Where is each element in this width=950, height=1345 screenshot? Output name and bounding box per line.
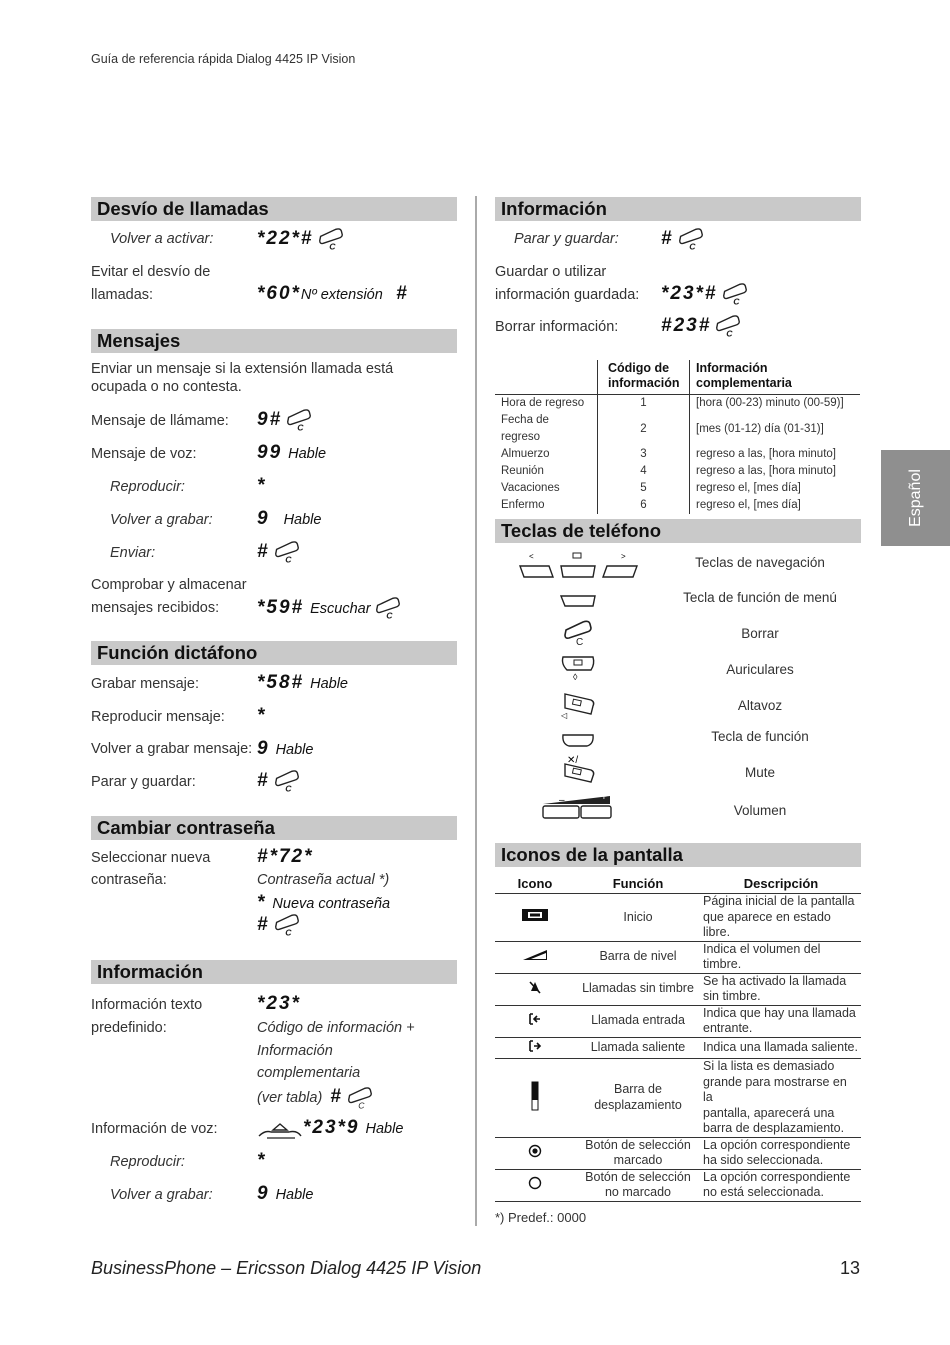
icon-function [575,894,701,942]
clear-key-icon [515,620,640,648]
info-voice-seq-text: *23*9 [303,1117,360,1139]
table-header-empty [495,360,598,395]
section-title-info-left: Información [91,960,457,984]
icon-description-line: Página inicial de la pantalla [703,894,855,908]
info-code-table [495,360,860,514]
reactivate-label: Volver a activar: [110,231,214,247]
table-row [495,973,861,1005]
icon-description-line: no está seleccionada. [703,1185,824,1199]
speaker-key-icon [515,690,640,720]
icons-header-description: Descripción [701,874,861,894]
icon-function-line: Botón de selección [585,1169,691,1184]
key-label-navigation: Teclas de navegación [695,555,825,570]
info-voice-label: Información de voz: [91,1121,218,1137]
key-label-speaker: Altavoz [737,698,783,713]
icon-function [575,1169,701,1201]
info-stop-sequence [661,227,704,251]
key-label-clear: Borrar [741,626,779,641]
icon-description [701,1059,861,1138]
pwd-label-1: Seleccionar nueva [91,850,211,866]
menu-key-icon [515,592,640,612]
info-stop-label: Parar y guardar: [514,231,619,247]
outgoing-call-icon [495,1037,575,1059]
avoid-seq-text: *60* [257,283,301,304]
table-row [495,480,860,497]
clear-key-icon [286,408,312,432]
icon-function-line: Barra de nivel [599,949,677,964]
table-row [495,1059,861,1138]
icon-function [575,1037,701,1059]
msg-send-seq-text: # [257,541,270,563]
clear-key-icon [347,1086,373,1110]
key-label-menu: Tecla de función de menú [683,590,837,605]
avoid-label-1: Evitar el desvío de [91,264,211,280]
icon-description-line: entrante. [703,1021,753,1035]
silent-bell-icon [495,973,575,1005]
check-seq-text: *59# [257,597,305,619]
icons-header-function: Función [575,874,701,894]
svg-text:◊: ◊ [573,672,578,682]
icon-function-line: Llamada entrada [591,1013,685,1028]
icon-description-line: barra de desplazamiento. [703,1121,845,1135]
icon-description [701,1169,861,1201]
icon-function [575,941,701,973]
info-rerec-label: Volver a grabar: [110,1187,213,1203]
table-row [495,463,860,480]
row-label: Fecha de regreso [501,414,549,443]
row-code: 1 [598,395,690,413]
svg-text:◁: ◁ [561,711,568,720]
avoid-label-2: llamadas: [91,287,154,303]
icon-description [701,894,861,942]
icon-description-line: Indica que hay una llamada [703,1005,856,1020]
row-code: 5 [598,480,690,497]
icon-description [701,1005,861,1037]
clear-key-icon [274,913,300,937]
pwd-line3-word: Nueva contraseña [272,896,391,912]
pwd-sequence: #*72* [257,846,314,867]
avoid-sequence [257,282,409,307]
svg-text:+: + [601,792,607,803]
icon-function [575,1137,701,1169]
row-label: Reunión [501,465,544,477]
row-code: 6 [598,497,690,514]
svg-text:<: < [529,552,534,561]
table-row [495,1005,861,1037]
mensajes-intro-1: Enviar un mensaje si la extensión llamada está [91,361,394,377]
table-header-info [690,360,861,395]
pwd-line-2: Contraseña actual *) [257,872,390,888]
icon-description [701,1037,861,1059]
dict-rerec-seq-text: 9 [257,738,270,759]
msg-play-label: Reproducir: [110,479,185,495]
msg-rerecord-seq-text: 9 [257,508,270,529]
dict-stop-label: Parar y guardar: [91,774,196,790]
dict-rec-word: Hable [310,676,348,692]
dict-rerec-label: Volver a grabar mensaje: [91,741,253,757]
icon-function-line: Llamadas sin timbre [582,981,694,996]
msg-rerecord-word: Hable [283,512,322,528]
check-label-1: Comprobar y almacenar [91,577,247,593]
info-stop-seq-text: # [661,228,674,250]
level-bar-icon [495,941,575,973]
radio-checked-icon [495,1137,575,1169]
dict-rec-sequence [257,671,348,696]
info-del-sequence [661,314,741,338]
icon-function-line: desplazamiento [594,1097,682,1112]
icon-function [575,1059,701,1138]
key-label-mute: Mute [744,765,775,780]
avoid-word: Nº extensión [300,287,383,303]
icon-description-line: sin timbre. [703,989,761,1003]
row-label: Hora de regreso [501,397,585,409]
reactivate-seq-text: *22*# [257,228,314,250]
info-rerec-sequence [257,1182,313,1207]
section-title-iconos: Iconos de la pantalla [495,843,861,867]
table-row [495,412,860,446]
row-code: 2 [598,412,690,446]
info-text-l5-word: (ver tabla) [257,1090,323,1106]
dict-play-label: Reproducir mensaje: [91,709,225,725]
icon-function [575,1005,701,1037]
info-text-l3: Información [257,1043,333,1059]
check-sequence [257,596,401,621]
info-del-seq-text: #23# [661,315,712,337]
column-divider [475,196,477,1226]
row-code: 3 [598,446,690,463]
volume-keys-icon [515,790,640,822]
footnote: *) Predef.: 0000 [495,1210,587,1225]
clear-key-icon [678,227,704,251]
info-use-label-1: Guardar o utilizar [495,264,607,280]
headset-key-icon [515,654,640,682]
callme-sequence [257,408,312,432]
dict-rec-seq-text: *58# [257,672,305,693]
info-play-seq: * [257,1150,267,1171]
radio-unchecked-icon [495,1169,575,1201]
clear-key-icon [274,540,300,564]
icon-function [575,973,701,1005]
pwd-line4-seq: # [257,914,270,936]
info-text-l2: Código de información + [257,1020,415,1036]
scrollbar-icon [495,1059,575,1138]
row-label: Vacaciones [501,482,560,494]
pwd-label-2: contraseña: [91,872,167,888]
table-row [495,1169,861,1201]
section-title-desvio: Desvío de llamadas [91,197,457,221]
svg-text:–: – [559,795,565,806]
mensajes-intro-2: ocupada o no contesta. [91,379,242,395]
voice-msg-word: Hable [288,446,327,462]
key-label-function: Tecla de función [711,729,809,744]
dict-play-seq: * [257,705,267,726]
row-label: Enfermo [501,499,545,511]
info-play-label: Reproducir: [110,1154,185,1170]
icon-function-line: marcado [613,1153,663,1167]
info-text-l4: complementaria [257,1065,361,1081]
dict-rerec-word: Hable [275,742,314,758]
home-screen-icon [495,894,575,942]
running-header: Guía de referencia rápida Dialog 4425 IP Vision [91,52,356,66]
icon-description-line: grande para mostrarse en la [703,1074,847,1104]
icon-description-line: Indica una llamada saliente. [703,1040,858,1054]
svg-text:>: > [621,552,626,561]
info-use-sequence [661,282,748,306]
row-label: Almuerzo [501,448,550,460]
page-number: 13 [840,1258,861,1278]
check-word: Escuchar [310,601,371,618]
dict-stop-seq-text: # [257,770,270,792]
row-info: [hora (00-23) minuto (00-59)] [690,395,861,413]
header-code-line-2: información [608,376,680,390]
info-use-label-2: información guardada: [495,287,640,303]
row-info: regreso a las, [hora minuto] [690,446,861,463]
table-row [495,941,861,973]
navigation-keys-icon [515,550,640,580]
clear-key-icon [375,596,401,620]
key-label-volume: Volumen [733,803,787,818]
row-info: regreso el, [mes día] [690,480,861,497]
header-code-line-1: Código de [608,361,670,375]
incoming-call-icon [495,1005,575,1037]
icon-function-line: Llamada saliente [590,1040,686,1054]
pwd-line-4 [257,913,300,937]
table-row [495,446,860,463]
clear-key-icon [274,769,300,793]
info-rerec-word: Hable [275,1187,314,1203]
row-info: regreso a las, [hora minuto] [690,463,861,480]
section-title-contrasena: Cambiar contraseña [91,816,457,840]
icon-function-line: Barra de [614,1082,662,1097]
info-text-label-1: Información texto [91,997,203,1013]
row-info: regreso el, [mes día] [690,497,861,514]
language-tab-label: Español [906,469,924,527]
section-title-info-right: Información [495,197,861,221]
key-label-headset: Auriculares [726,662,794,677]
info-del-label: Borrar información: [495,319,619,335]
function-key-icon [515,732,640,750]
footer-title: BusinessPhone – Ericsson Dialog 4425 IP Vision [91,1258,482,1278]
header-info-line-1: Información [696,361,768,375]
dict-rerec-sequence [257,737,313,762]
dict-stop-sequence [257,769,300,793]
info-use-seq-text: *23*# [661,283,718,305]
icon-description [701,1137,861,1169]
icon-function-line: no marcado [604,1185,671,1199]
clear-key-icon [722,282,748,306]
row-code: 4 [598,463,690,480]
msg-play-seq: * [257,475,267,496]
table-header-code [598,360,690,395]
table-row [495,497,860,514]
icon-description-line: que aparece en estado libre. [703,909,831,939]
icon-description [701,973,861,1005]
section-title-dictafono: Función dictáfono [91,641,457,665]
table-row [495,894,861,942]
row-info: [mes (01-12) día (01-31)] [690,412,861,446]
icon-description-line: La opción correspondiente [703,1137,851,1152]
icon-description-line: pantalla, aparecerá una [703,1105,835,1120]
svg-text:✕/: ✕/ [567,755,579,766]
icon-description-line: Si la lista es demasiado [703,1059,835,1073]
reactivate-sequence [257,227,344,251]
voice-msg-sequence [257,441,326,466]
icon-description [701,941,861,973]
screen-icons-table [495,874,861,1202]
avoid-end: # [396,283,409,304]
icon-description-line: Indica el volumen del timbre. [703,941,821,971]
icon-function-line: Botón de selección [585,1137,691,1152]
icon-description-line: Se ha activado la llamada [703,973,847,988]
mute-key-icon [515,752,640,784]
header-info-line-2: complementaria [696,376,792,390]
dict-rec-label: Grabar mensaje: [91,676,199,692]
msg-send-label: Enviar: [110,545,156,561]
table-row [495,395,860,413]
info-text-l5-seq: # [330,1086,343,1107]
icon-function-line: Inicio [623,909,653,924]
clear-key-icon [715,314,741,338]
clear-key-icon [318,227,344,251]
info-voice-sequence [257,1116,403,1141]
callme-label: Mensaje de llámame: [91,413,229,429]
pwd-line3-seq: * [257,892,267,913]
icon-description-line: La opción correspondiente [703,1169,851,1184]
voice-msg-seq-text: 99 [257,442,283,463]
handset-icon [257,1116,303,1140]
msg-send-sequence [257,540,300,564]
info-voice-word: Hable [365,1121,404,1138]
icon-description-line: ha sido seleccionada. [703,1153,824,1167]
icons-header-icon: Icono [495,874,575,894]
voice-msg-label: Mensaje de voz: [91,446,197,462]
info-text-seq: *23* [257,993,301,1014]
table-row [495,1137,861,1169]
language-tab [881,450,950,546]
section-title-mensajes: Mensajes [91,329,457,353]
callme-seq-text: 9# [257,409,283,431]
msg-rerecord-label: Volver a grabar: [110,512,213,528]
section-title-teclas: Teclas de teléfono [495,519,861,543]
table-row [495,1037,861,1059]
info-rerec-seq-text: 9 [257,1183,270,1204]
check-label-2: mensajes recibidos: [91,600,220,616]
msg-rerecord-sequence [257,507,321,532]
info-text-l5 [257,1085,373,1110]
info-text-label-2: predefinido: [91,1020,167,1036]
